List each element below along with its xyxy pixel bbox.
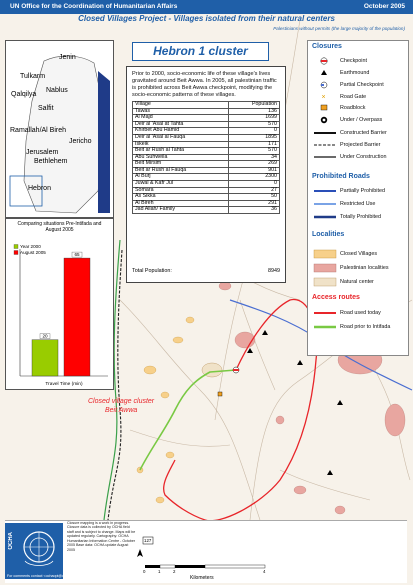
village-name: Khirbet Abu Hamid: [133, 128, 229, 135]
inset-place-jericho: Jericho: [69, 138, 92, 145]
village-table-body: [133, 108, 280, 214]
village-name: Jad Allah/ Family: [133, 207, 229, 214]
village-population: 570: [228, 121, 279, 128]
header-date: October 2005: [363, 3, 405, 10]
ocha-label: OCHA: [8, 532, 14, 550]
inset-place-jerusalem: Jerusalem: [26, 149, 59, 156]
village-population: 901: [228, 167, 279, 174]
inset-place-qalqilya: Qalqilya: [11, 91, 37, 98]
table-row: [133, 134, 280, 141]
info-panel: [126, 66, 286, 283]
village-population: 136: [228, 108, 279, 115]
village-population: 27: [228, 187, 279, 194]
org-name: UN Office for the Coordination of Humanitarian Affairs: [10, 3, 178, 10]
legend-item-constructed-barrier: Constructed Barrier: [340, 130, 387, 136]
legend-prohibited-title: Prohibited Roads: [312, 173, 370, 180]
page-title: Hebron 1 cluster: [132, 42, 269, 61]
table-header-row: [133, 101, 280, 108]
col-village: Village: [133, 101, 229, 108]
chart-legend-label: August 2005: [20, 250, 46, 255]
chart-x-label: Travel Time (min): [45, 382, 83, 387]
total-label: Total Population:: [132, 268, 172, 274]
footer-contact: For comments contact <ochaopt@un.org> Tel. +972 (0)2 582 9962 http://www.ochaopt.org: [7, 574, 151, 578]
legend-item-road-prior-intifada: Road prior to Intifada: [340, 324, 391, 330]
village-name: As Sikka: [133, 194, 229, 201]
legend-item-closed-villages: Closed Villages: [340, 251, 378, 257]
legend-symbols: [308, 41, 408, 355]
legend-item-palestinian-localities: Palestinian localities: [340, 265, 389, 271]
map-subtitle: Closed Villages Project - Villages isolated from their natural centers: [78, 14, 335, 23]
table-row: [133, 167, 280, 174]
west-bank-inset-map: [5, 40, 114, 218]
legend-item-roadblock: Roadblock: [340, 105, 366, 111]
chart-title: Comparing situations Pre-Intifada and August 2005: [17, 221, 102, 233]
inset-place-salfit: Salfit: [38, 105, 54, 112]
village-population: 1895: [228, 134, 279, 141]
legend-item-road-used-today: Road used today: [340, 310, 381, 316]
scale-tick-2: 2: [173, 569, 176, 574]
table-row: [133, 207, 280, 214]
village-population: 1699: [228, 115, 279, 122]
header-bar: [0, 0, 413, 14]
scale-unit: Kilometers: [190, 575, 214, 581]
village-name: Iskeik: [133, 141, 229, 148]
village-name: Deir al 'Asal al Fauqa: [133, 134, 229, 141]
chart-data-label: 20: [42, 333, 48, 339]
chart-svg: [6, 219, 113, 389]
inset-place-nablus: Nablus: [46, 87, 68, 94]
village-population: 171: [228, 141, 279, 148]
legend-item-restricted-use: Restricted Use: [340, 201, 376, 207]
village-table: [132, 101, 280, 214]
svg-text:×: ×: [321, 94, 326, 101]
village-name: Beit ar Rush al Fauqa: [133, 167, 229, 174]
village-name: Al Burj: [133, 174, 229, 181]
legend-localities-title: Localities: [312, 231, 345, 238]
map-note: Palestinians without permits (the large majority of the population): [273, 26, 405, 31]
village-name: Somara: [133, 187, 229, 194]
cluster-town-label: Beit Awwa: [105, 407, 138, 414]
inset-place-hebron: Hebron: [28, 185, 51, 192]
village-population: 269: [228, 161, 279, 168]
inset-place-tulkarm: Tulkarm: [20, 73, 46, 80]
scale-bar: [145, 565, 265, 568]
footer-note: Closure mapping is a work in progress. Closure data is collected by OCHA field staff and is subject to change. Maps will be updated regularly. Cartography: OCHA Humanitarian Information Centre - October 2005 Base data: OCHA update August 2005: [67, 521, 136, 552]
village-name: Abu Suhweila: [133, 154, 229, 161]
travel-time-chart: [5, 218, 114, 390]
village-name: Beit Mirsim: [133, 161, 229, 168]
scale-tick-1: 1: [158, 569, 161, 574]
village-population: 0: [228, 128, 279, 135]
legend-item-partially-prohibited: Partially Prohibited: [340, 188, 385, 194]
village-population: 50: [228, 194, 279, 201]
intro-text: Prior to 2000, socio-economic life of these village's lives gravitated around Beit Awwa. In 2005, all palestinian traffic is prohibited across Beit Awwa checkpoint, modifying the socio-economic patterns of these villages.: [132, 71, 277, 98]
cluster-label: Closed village cluster: [88, 398, 155, 405]
table-row: [133, 108, 280, 115]
legend-item-partial-checkpoint: Partial Checkpoint: [340, 82, 384, 88]
chart-data-label: 65: [74, 252, 80, 258]
legend-item-natural-center: Natural center: [340, 279, 374, 285]
village-name: Al Bireh: [133, 200, 229, 207]
legend-item-earthmound: Earthmound: [340, 70, 370, 76]
village-population: 291: [228, 200, 279, 207]
legend-closures-title: Closures: [312, 43, 342, 50]
village-name: Juwal & Kafr Jul: [133, 181, 229, 188]
legend-item-projected-barrier: Projected Barrier: [340, 142, 381, 148]
chart-legend-swatch: [14, 251, 18, 255]
inset-place-ramallah: Ramallah/Al Bireh: [10, 127, 67, 134]
total-value: 8949: [268, 268, 280, 274]
legend-item-under-construction: Under Construction: [340, 154, 387, 160]
scale-tick-4: 4: [263, 569, 266, 574]
village-population: 36: [228, 207, 279, 214]
chart-bar-year-2000: [32, 340, 58, 376]
inset-place-bethlehem: Bethlehem: [34, 158, 68, 165]
legend-item-checkpoint: Checkpoint: [340, 58, 367, 64]
legend-item-under-overpass: Under / Overpass: [340, 117, 383, 123]
map-legend: [307, 40, 409, 356]
road-number: 127: [144, 538, 152, 543]
village-name: Al Majd: [133, 115, 229, 122]
col-population: Population: [228, 101, 279, 108]
chart-bar-august-2005: [64, 258, 90, 376]
village-name: Tawas: [133, 108, 229, 115]
village-population: 0: [228, 181, 279, 188]
chart-legend-swatch: [14, 245, 18, 249]
scale-tick-0: 0: [143, 569, 146, 574]
village-population: 570: [228, 148, 279, 155]
legend-access-title: Access routes: [312, 294, 360, 301]
chart-legend-label: Year 2000: [20, 244, 41, 249]
village-population: 2300: [228, 174, 279, 181]
table-row: [133, 181, 280, 188]
legend-item-totally-prohibited: Totally Prohibited: [340, 214, 382, 220]
total-population: [132, 268, 280, 274]
table-row: [133, 194, 280, 201]
footer: [5, 520, 407, 583]
village-name: Beit ar Rush al Tahta: [133, 148, 229, 155]
village-name: Deir al 'Asal at Tahta: [133, 121, 229, 128]
village-population: 34: [228, 154, 279, 161]
inset-place-jenin: Jenin: [59, 54, 76, 61]
legend-item-road-gate: Road Gate: [340, 94, 367, 100]
